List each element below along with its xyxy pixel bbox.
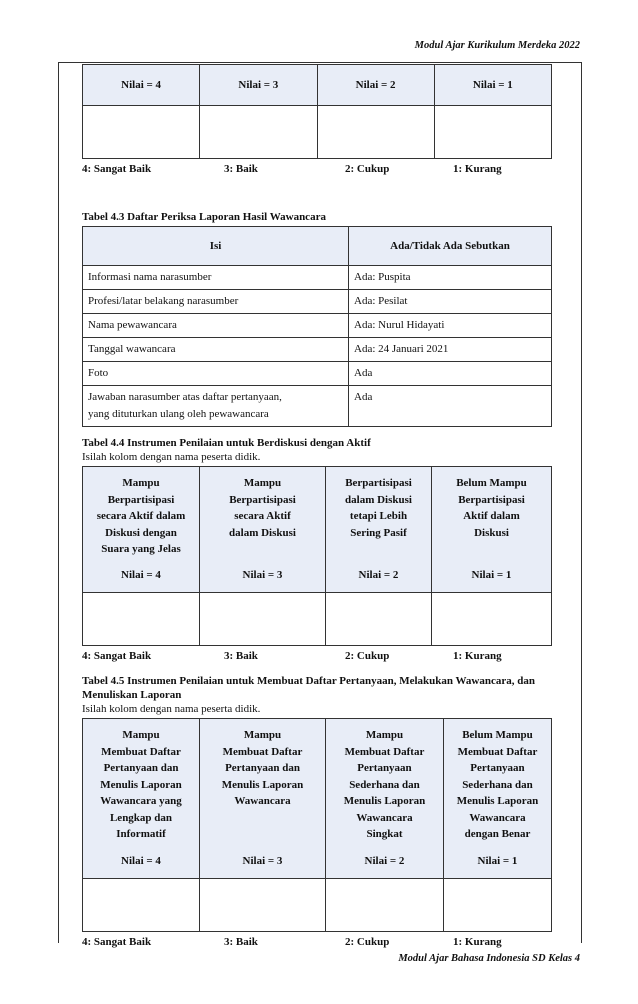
- name-cell[interactable]: [326, 878, 444, 931]
- scale-1: 1: Kurang: [453, 935, 502, 948]
- table-row: Nama pewawancara Ada: Nurul Hidayati: [83, 314, 552, 338]
- name-cell[interactable]: [83, 592, 200, 645]
- col-isi: Isi: [83, 227, 349, 266]
- name-cell[interactable]: [326, 592, 432, 645]
- table-4-4-caption: Tabel 4.4 Instrumen Penilaian untuk Berdiskusi dengan Aktif: [82, 437, 371, 449]
- scale-2: 2: Cukup: [345, 649, 390, 662]
- header-nilai-4: Nilai = 4: [83, 65, 200, 106]
- top-rubric-table: [82, 64, 552, 159]
- table-4-4-instruction: Isilah kolom dengan nama peserta didik.: [82, 451, 261, 463]
- header-nilai-4: Mampu Berpartisipasi secara Aktif dalam Diskusi dengan Suara yang Jelas Nilai = 4: [83, 467, 200, 593]
- table-4-3-caption: Tabel 4.3 Daftar Periksa Laporan Hasil Wawancara: [82, 211, 326, 223]
- header-nilai-2: Mampu Membuat Daftar Pertanyaan Sederhana dan Menulis Laporan Wawancara Singkat Nilai = 2: [326, 719, 444, 879]
- scale-1: 1: Kurang: [453, 649, 502, 662]
- top-rubric-section: [82, 64, 552, 175]
- table-row: Tanggal wawancara Ada: 24 Januari 2021: [83, 338, 552, 362]
- table-row: Jawaban narasumber atas daftar pertanyaan, yang dituturkan ulang oleh pewawancara Ada: [83, 386, 552, 427]
- col-ada: Ada/Tidak Ada Sebutkan: [349, 227, 552, 266]
- scale-4: 4: Sangat Baik: [82, 935, 152, 948]
- header-nilai-3: Mampu Membuat Daftar Pertanyaan dan Menulis Laporan Wawancara Nilai = 3: [200, 719, 326, 879]
- table-row: Foto Ada: [83, 362, 552, 386]
- header-nilai-1: Belum Mampu Membuat Daftar Pertanyaan Sederhana dan Menulis Laporan Wawancara dengan Benar Nilai = 1: [444, 719, 552, 879]
- table-4-5: [82, 718, 552, 932]
- table-4-3-section: [82, 210, 552, 427]
- name-cell[interactable]: [317, 106, 434, 159]
- scale-3: 3: Baik: [224, 649, 258, 662]
- scale-4: 4: Sangat Baik: [82, 649, 152, 662]
- table-4-3: [82, 226, 552, 427]
- table-4-5-section: [82, 674, 552, 948]
- name-cell[interactable]: [200, 878, 326, 931]
- table-4-4-section: [82, 436, 552, 662]
- table-4-5-instruction: Isilah kolom dengan nama peserta didik.: [82, 703, 261, 715]
- name-cell[interactable]: [432, 592, 552, 645]
- table-4-4: [82, 466, 552, 646]
- name-cell[interactable]: [434, 106, 551, 159]
- score-scale: [82, 936, 552, 948]
- score-scale: [82, 650, 552, 662]
- scale-2: 2: Cukup: [345, 163, 390, 175]
- name-cell[interactable]: [444, 878, 552, 931]
- table-4-5-caption: Tabel 4.5 Instrumen Penilaian untuk Membuat Daftar Pertanyaan, Melakukan Wawancara, dan Menuliskan Laporan: [82, 675, 535, 701]
- scale-1: 1: Kurang: [453, 163, 502, 175]
- name-cell[interactable]: [200, 106, 317, 159]
- header-nilai-2: Nilai = 2: [317, 65, 434, 106]
- header-nilai-4: Mampu Membuat Daftar Pertanyaan dan Menulis Laporan Wawancara yang Lengkap dan Informatif Nilai = 4: [83, 719, 200, 879]
- name-cell[interactable]: [200, 592, 326, 645]
- page-header: Modul Ajar Kurikulum Merdeka 2022: [414, 40, 580, 51]
- score-scale: [82, 163, 552, 175]
- header-nilai-1: Nilai = 1: [434, 65, 551, 106]
- table-row: Informasi nama narasumber Ada: Puspita: [83, 266, 552, 290]
- header-nilai-2: Berpartisipasi dalam Diskusi tetapi Lebih Sering Pasif Nilai = 2: [326, 467, 432, 593]
- header-nilai-3: Mampu Berpartisipasi secara Aktif dalam Diskusi Nilai = 3: [200, 467, 326, 593]
- name-cell[interactable]: [83, 878, 200, 931]
- scale-4: 4: Sangat Baik: [82, 163, 152, 175]
- scale-3: 3: Baik: [224, 163, 258, 175]
- header-nilai-1: Belum Mampu Berpartisipasi Aktif dalam Diskusi Nilai = 1: [432, 467, 552, 593]
- header-nilai-3: Nilai = 3: [200, 65, 317, 106]
- name-cell[interactable]: [83, 106, 200, 159]
- scale-2: 2: Cukup: [345, 935, 390, 948]
- page-footer: Modul Ajar Bahasa Indonesia SD Kelas 4: [398, 953, 580, 964]
- scale-3: 3: Baik: [224, 935, 258, 948]
- table-row: Profesi/latar belakang narasumber Ada: Pesilat: [83, 290, 552, 314]
